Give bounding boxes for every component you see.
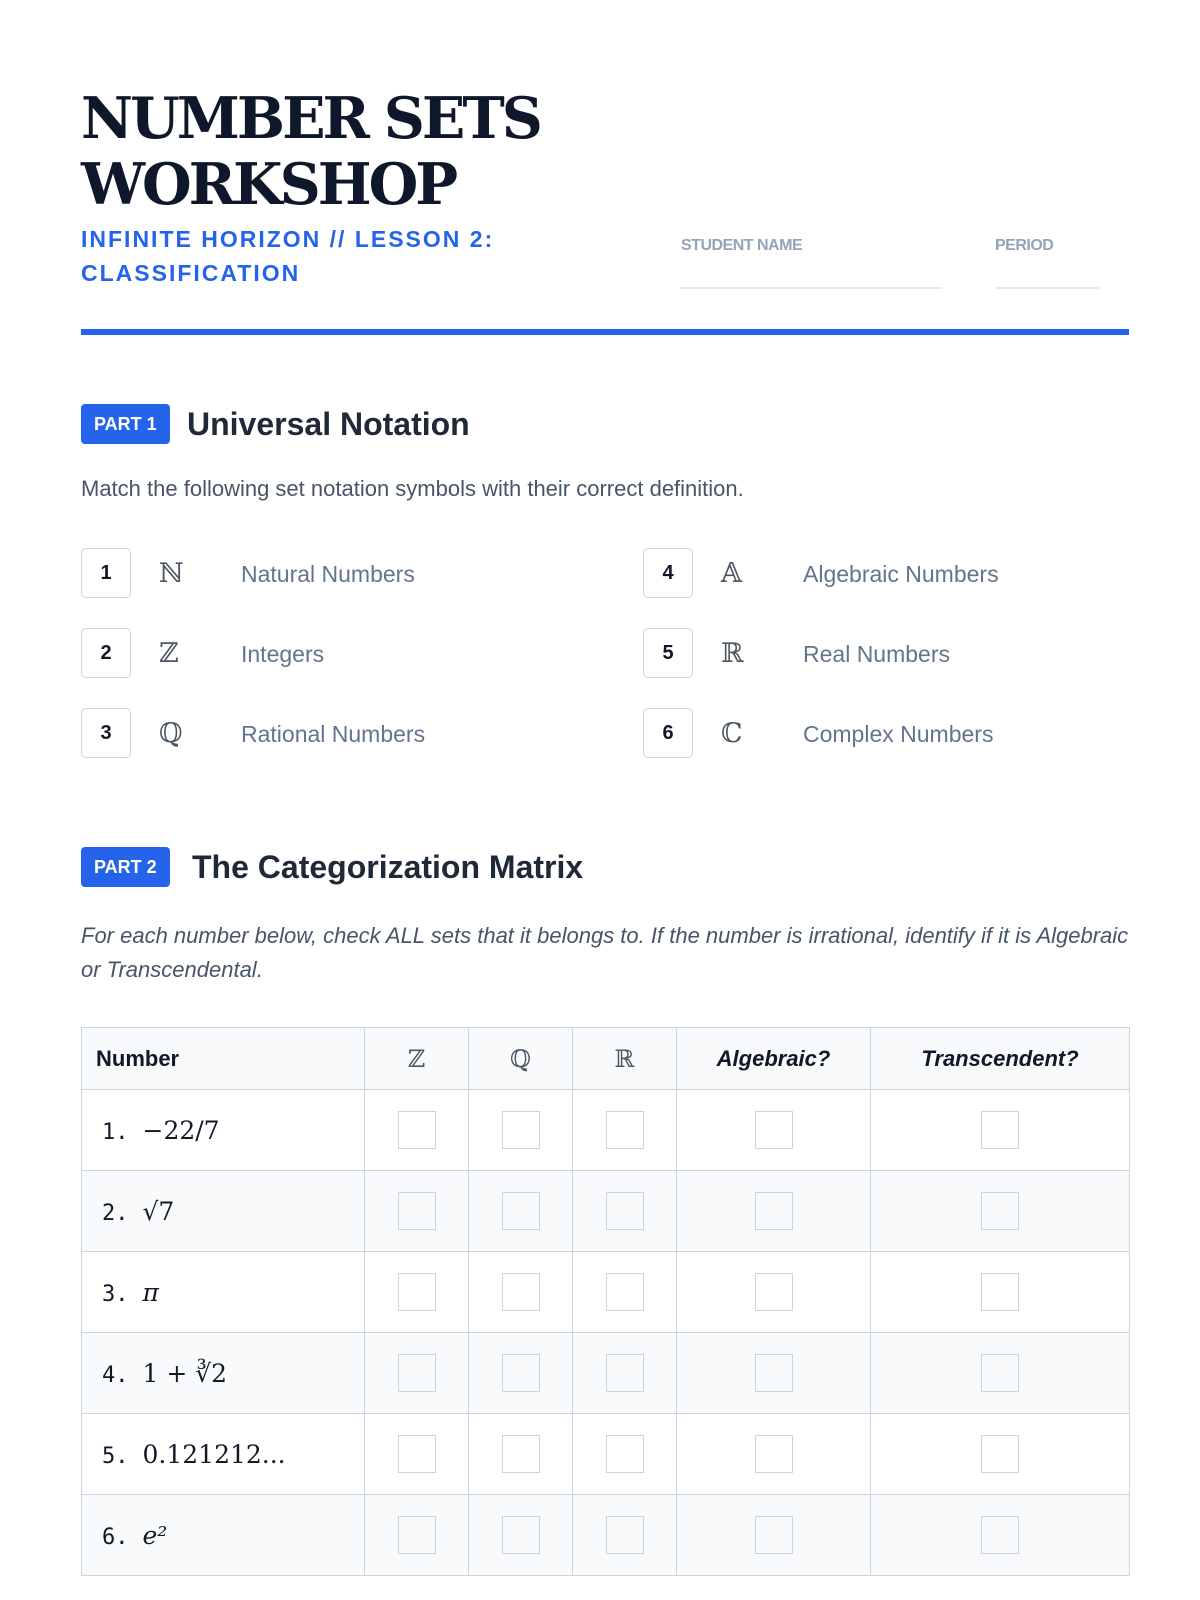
notation-item — [643, 628, 1123, 680]
set-symbol: ℚ — [159, 718, 183, 749]
column-header-rationals: ℚ — [469, 1028, 573, 1090]
algebraic-checkbox[interactable] — [755, 1435, 793, 1473]
item-number-box[interactable]: 4 — [643, 548, 693, 598]
rationals-cell — [469, 1090, 573, 1171]
set-definition: Real Numbers — [803, 641, 950, 667]
notation-item — [643, 548, 1123, 600]
set-definition: Algebraic Numbers — [803, 561, 999, 587]
notation-item — [643, 708, 1123, 760]
table-row — [82, 1333, 1130, 1414]
integers-checkbox[interactable] — [398, 1273, 436, 1311]
table-row — [82, 1495, 1130, 1576]
algebraic-cell — [677, 1171, 871, 1252]
title-line-2: WORKSHOP — [81, 151, 456, 218]
algebraic-cell — [677, 1333, 871, 1414]
transcendent-checkbox[interactable] — [981, 1435, 1019, 1473]
integers-checkbox[interactable] — [398, 1435, 436, 1473]
integers-cell — [365, 1171, 469, 1252]
set-definition: Integers — [241, 641, 325, 667]
algebraic-checkbox[interactable] — [755, 1111, 793, 1149]
table-row — [82, 1414, 1130, 1495]
notation-item — [81, 708, 561, 760]
number-expression: 1 + ∛2 — [142, 1358, 228, 1388]
rationals-checkbox[interactable] — [502, 1273, 540, 1311]
integers-checkbox[interactable] — [398, 1354, 436, 1392]
rationals-cell — [469, 1414, 573, 1495]
set-symbol: ℝ — [721, 638, 744, 669]
integers-cell — [365, 1414, 469, 1495]
column-header-reals: ℝ — [573, 1028, 677, 1090]
number-cell — [82, 1171, 365, 1252]
reals-cell — [573, 1414, 677, 1495]
number-cell — [82, 1090, 365, 1171]
reals-cell — [573, 1333, 677, 1414]
title-line-1: NUMBER SETS — [81, 85, 540, 152]
number-cell — [82, 1333, 365, 1414]
number-cell — [82, 1252, 365, 1333]
number-expression: √7 — [142, 1196, 175, 1226]
integers-cell — [365, 1252, 469, 1333]
set-definition: Natural Numbers — [241, 561, 415, 587]
reals-cell — [573, 1495, 677, 1576]
integers-checkbox[interactable] — [398, 1516, 436, 1554]
transcendent-cell — [871, 1333, 1130, 1414]
reals-cell — [573, 1171, 677, 1252]
column-header-number: Number — [82, 1028, 365, 1090]
integers-checkbox[interactable] — [398, 1192, 436, 1230]
transcendent-checkbox[interactable] — [981, 1192, 1019, 1230]
transcendent-checkbox[interactable] — [981, 1354, 1019, 1392]
part-2-badge: PART 2 — [81, 847, 170, 887]
rationals-checkbox[interactable] — [502, 1192, 540, 1230]
number-expression: 0.121212... — [142, 1439, 286, 1469]
page-title — [81, 86, 681, 218]
algebraic-checkbox[interactable] — [755, 1354, 793, 1392]
algebraic-cell — [677, 1414, 871, 1495]
part-2-instructions: For each number below, check ALL sets that it belongs to. If the number is irrational, identify if it is Algebraic or Transcendental. — [81, 923, 1129, 982]
row-number: 4. — [102, 1362, 129, 1388]
part-2-title: The Categorization Matrix — [192, 849, 584, 885]
rationals-checkbox[interactable] — [502, 1435, 540, 1473]
item-number-box[interactable]: 5 — [643, 628, 693, 678]
part-1-title: Universal Notation — [187, 406, 470, 442]
integers-cell — [365, 1090, 469, 1171]
reals-checkbox[interactable] — [606, 1516, 644, 1554]
part-1-instructions: Match the following set notation symbols with their correct definition. — [81, 476, 744, 501]
categorization-table — [81, 1027, 1130, 1576]
algebraic-cell — [677, 1252, 871, 1333]
number-cell — [82, 1414, 365, 1495]
transcendent-checkbox[interactable] — [981, 1111, 1019, 1149]
table-row — [82, 1171, 1130, 1252]
column-header-algebraic: Algebraic? — [677, 1028, 871, 1090]
transcendent-cell — [871, 1495, 1130, 1576]
algebraic-checkbox[interactable] — [755, 1273, 793, 1311]
number-expression: −22/7 — [142, 1115, 220, 1145]
rationals-checkbox[interactable] — [502, 1354, 540, 1392]
reals-checkbox[interactable] — [606, 1273, 644, 1311]
row-number: 2. — [102, 1200, 129, 1226]
notation-item — [81, 628, 561, 680]
row-number: 6. — [102, 1524, 129, 1550]
number-expression: π — [142, 1277, 159, 1307]
transcendent-cell — [871, 1090, 1130, 1171]
item-number-box[interactable]: 3 — [81, 708, 131, 758]
reals-cell — [573, 1090, 677, 1171]
table-row — [82, 1090, 1130, 1171]
rationals-cell — [469, 1495, 573, 1576]
row-number: 3. — [102, 1281, 129, 1307]
rationals-cell — [469, 1252, 573, 1333]
item-number-box[interactable]: 2 — [81, 628, 131, 678]
rationals-cell — [469, 1333, 573, 1414]
rationals-checkbox[interactable] — [502, 1111, 540, 1149]
column-header-transcendent: Transcendent? — [871, 1028, 1130, 1090]
item-number-box[interactable]: 1 — [81, 548, 131, 598]
period-field[interactable] — [995, 287, 1099, 289]
set-symbol: ℕ — [159, 558, 184, 589]
table-row — [82, 1252, 1130, 1333]
reals-checkbox[interactable] — [606, 1435, 644, 1473]
reals-checkbox[interactable] — [606, 1192, 644, 1230]
lesson-subtitle — [81, 222, 551, 290]
student-name-field[interactable] — [681, 287, 942, 289]
integers-cell — [365, 1333, 469, 1414]
item-number-box[interactable]: 6 — [643, 708, 693, 758]
number-expression: e² — [142, 1520, 168, 1550]
student-name-label: STUDENT NAME — [681, 237, 803, 254]
transcendent-cell — [871, 1171, 1130, 1252]
part-1-badge: PART 1 — [81, 404, 170, 444]
column-header-integers: ℤ — [365, 1028, 469, 1090]
transcendent-cell — [871, 1252, 1130, 1333]
transcendent-cell — [871, 1414, 1130, 1495]
number-cell — [82, 1495, 365, 1576]
set-symbol: ℤ — [159, 638, 179, 669]
set-definition: Rational Numbers — [241, 721, 426, 747]
table-header-row — [82, 1028, 1130, 1090]
subtitle-line-1: INFINITE HORIZON // LESSON 2: — [81, 226, 495, 252]
algebraic-cell — [677, 1495, 871, 1576]
header-divider — [81, 329, 1129, 335]
set-symbol: 𝔸 — [721, 558, 742, 589]
notation-item — [81, 548, 561, 600]
transcendent-checkbox[interactable] — [981, 1273, 1019, 1311]
algebraic-checkbox[interactable] — [755, 1192, 793, 1230]
algebraic-checkbox[interactable] — [755, 1516, 793, 1554]
integers-cell — [365, 1495, 469, 1576]
reals-checkbox[interactable] — [606, 1111, 644, 1149]
rationals-cell — [469, 1171, 573, 1252]
set-definition: Complex Numbers — [803, 721, 994, 747]
rationals-checkbox[interactable] — [502, 1516, 540, 1554]
integers-checkbox[interactable] — [398, 1111, 436, 1149]
set-symbol: ℂ — [721, 718, 743, 749]
row-number: 5. — [102, 1443, 129, 1469]
subtitle-line-2: CLASSIFICATION — [81, 260, 301, 286]
row-number: 1. — [102, 1119, 129, 1145]
transcendent-checkbox[interactable] — [981, 1516, 1019, 1554]
reals-cell — [573, 1252, 677, 1333]
reals-checkbox[interactable] — [606, 1354, 644, 1392]
algebraic-cell — [677, 1090, 871, 1171]
period-label: PERIOD — [995, 237, 1054, 254]
